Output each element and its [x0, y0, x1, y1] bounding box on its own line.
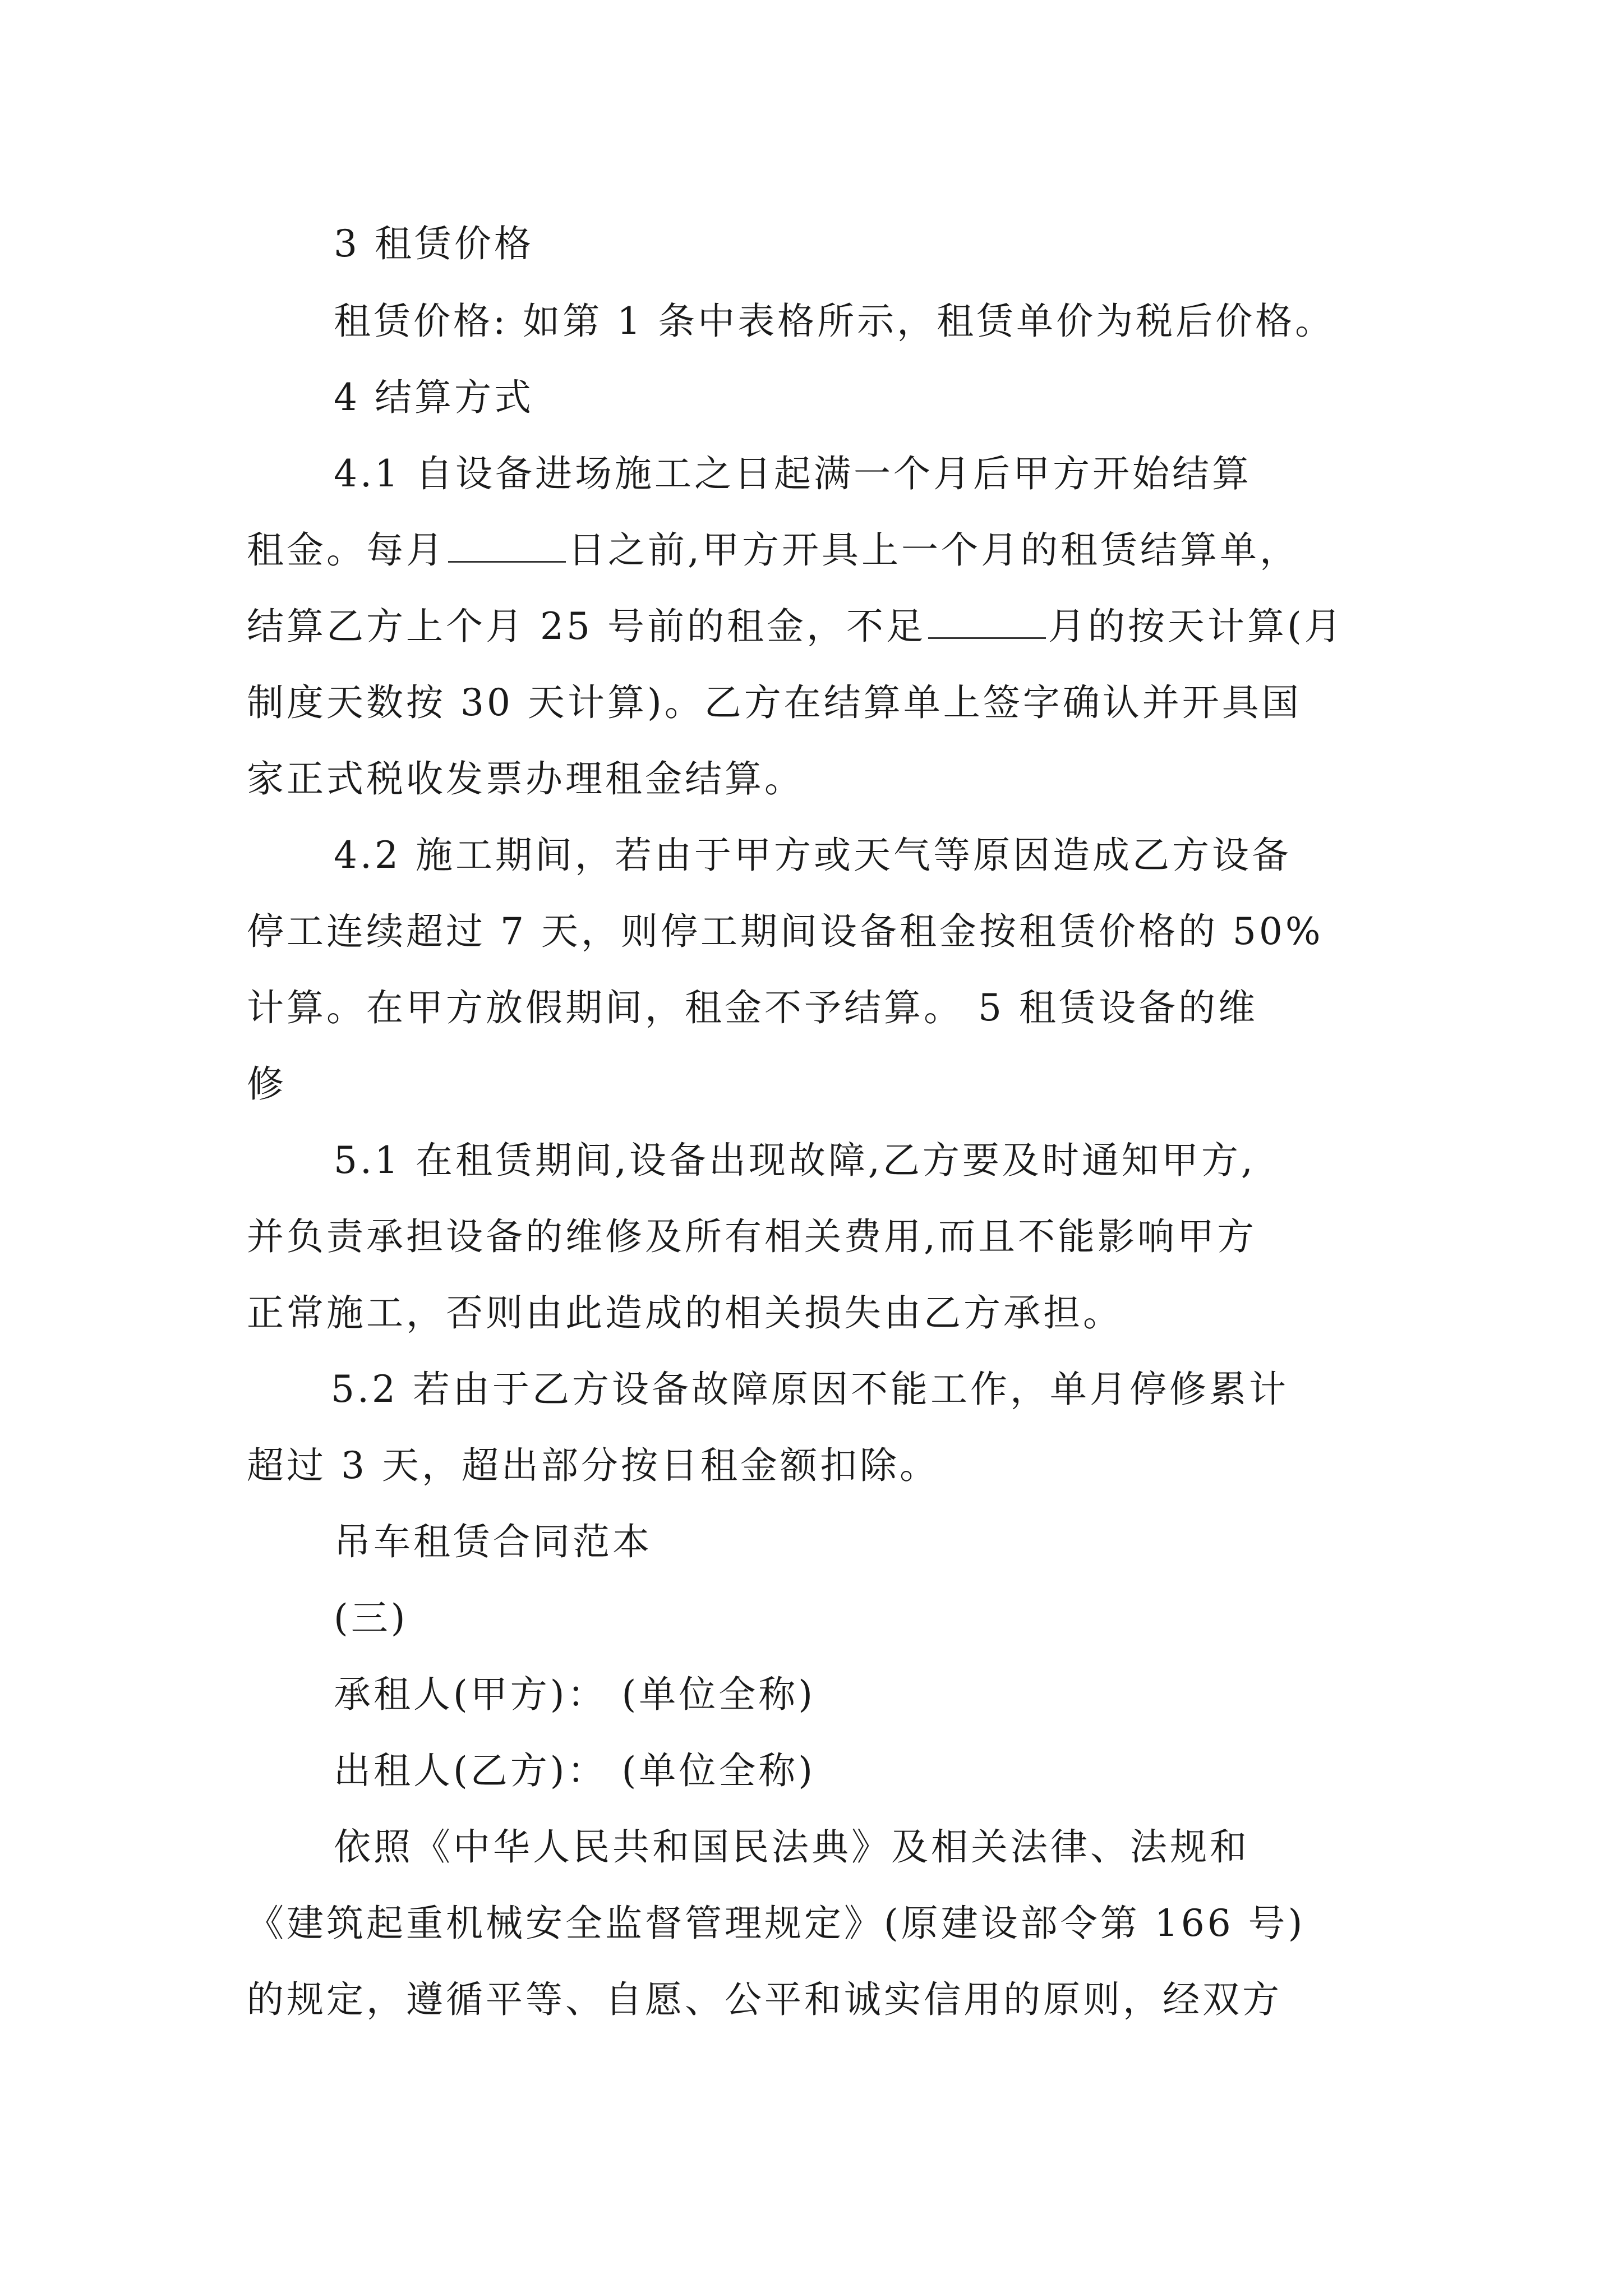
- paragraph-line: 正常施工，否则由此造成的相关损失由乙方承担。: [247, 1291, 1123, 1335]
- paragraph-line: 4.2 施工期间，若由于甲方或天气等原因造成乙方设备: [334, 834, 1292, 877]
- party-lessor-line: 出租人(乙方)： (单位全称): [334, 1749, 815, 1792]
- party-lessee-line: 承租人(甲方)： (单位全称): [334, 1673, 815, 1716]
- paragraph-line: [0, 599, 1623, 655]
- paragraph-line: 依照《中华人民共和国民法典》及相关法律、法规和: [334, 1825, 1249, 1869]
- fill-in-blank: [928, 605, 1046, 639]
- paragraph-line: 5.1 在租赁期间,设备出现故障,乙方要及时通知甲方,: [334, 1139, 1256, 1182]
- fill-in-blank: [448, 528, 566, 563]
- paragraph-line: 4.1 自设备进场施工之日起满一个月后甲方开始结算: [334, 452, 1252, 495]
- paragraph-line: 家正式税收发票办理租金结算。: [247, 757, 804, 800]
- paragraph-line: 计算。在甲方放假期间，租金不予结算。 5 租赁设备的维: [247, 986, 1258, 1029]
- line-text-before-blank: 租金。每月: [247, 528, 446, 572]
- paragraph-line: 5.2 若由于乙方设备故障原因不能工作，单月停修累计: [331, 1368, 1289, 1411]
- paragraph-line: 超过 3 天，超出部分按日租金额扣除。: [247, 1444, 939, 1487]
- line-text-after-blank: 月的按天计算(月: [1048, 605, 1344, 648]
- paragraph-line: 停工连续超过 7 天，则停工期间设备租金按租赁价格的 50%: [247, 910, 1324, 953]
- document-title: 吊车租赁合同范本: [334, 1520, 652, 1563]
- paragraph-line: 制度天数按 30 天计算)。乙方在结算单上签字确认并开具国: [247, 681, 1302, 724]
- paragraph-line: 《建筑起重机械安全监督管理规定》(原建设部令第 166 号): [247, 1902, 1306, 1945]
- line-text-after-blank: 日之前,甲方开具上一个月的租赁结算单，: [568, 528, 1299, 572]
- paragraph-line: 的规定，遵循平等、自愿、公平和诚实信用的原则，经双方: [247, 1978, 1282, 2021]
- paragraph-line: 修: [247, 1062, 287, 1106]
- paragraph-line: 租赁价格: 如第 1 条中表格所示，租赁单价为税后价格。: [334, 300, 1335, 343]
- paragraph-line: [0, 522, 1623, 578]
- line-text-before-blank: 结算乙方上个月 25 号前的租金，不足: [247, 605, 926, 648]
- section-heading-3: 3 租赁价格: [334, 222, 534, 265]
- section-number: (三): [334, 1596, 408, 1640]
- paragraph-line: 并负责承担设备的维修及所有相关费用,而且不能影响甲方: [247, 1215, 1257, 1258]
- section-heading-4: 4 结算方式: [334, 376, 534, 419]
